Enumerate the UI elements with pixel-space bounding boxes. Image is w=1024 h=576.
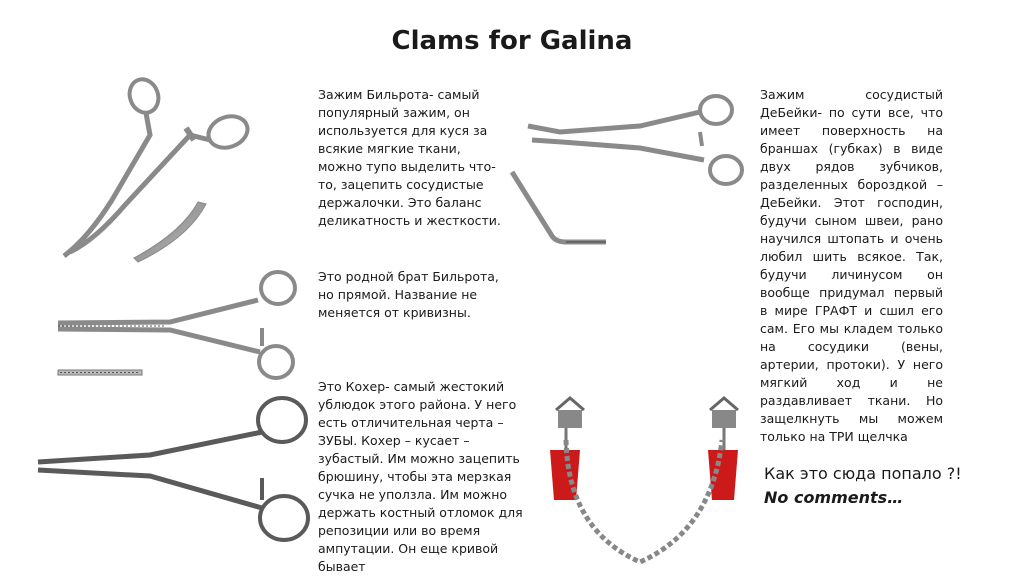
side-note-no-comments: No comments… [764, 488, 904, 507]
kocher-description: Это Кохер- самый жестокий ублюдок этого района. У него есть отличительная черта – ЗУБЫ. Кохер – кусает – зубастый. Им можно зацепить брюшину, чтобы эта мерзкая сучка не уползла. Им можно держать костный отломок для репозиции или во время ампутации. Он еще кривой бывает [318, 379, 523, 574]
side-note-question: Как это сюда попало ?! [764, 464, 962, 483]
billroth-description: Зажим Бильрота- самый популярный зажим, он используется для куся за всякие мягкие ткани, можно тупо выделить что-то, зацепить сосудистые держалочки. Это баланс деликатность и жесткости. [318, 87, 501, 228]
billroth-curved-clamp-image [64, 75, 252, 256]
debakey-jaw-detail-image [512, 172, 606, 242]
straight-clamp-image [58, 272, 295, 378]
straight-jaw-detail-image [58, 370, 142, 375]
billroth-jaw-detail-image [134, 202, 206, 262]
slide-title: Clams for Galina [391, 26, 633, 56]
debakey-clamp-image [528, 96, 742, 184]
debakey-description: Зажим сосудистый ДеБейки- по сути все, что имеет поверхность на браншах (губках) в виде двух рядов зубчиков, разделенных бороздкой – ДеБейки. Этот господин, будучи сыном швеи, рано научился штопать и очень любил шить всякое. Так, будучи личинусом он вообще придумал первый в мире ГРАФТ и сшил его сам. Его мы кладем только на сосудики (вены, артерии, протоки). У него мягкий ход и не раздавливает ткани. Но защелкнуть мы можем только на ТРИ щелчка [760, 87, 943, 444]
kocher-clamp-image [38, 398, 308, 540]
chain-clamps-image [550, 398, 738, 562]
straight-clamp-description: Это родной брат Бильрота, но прямой. Название не меняется от кривизны. [318, 269, 499, 320]
